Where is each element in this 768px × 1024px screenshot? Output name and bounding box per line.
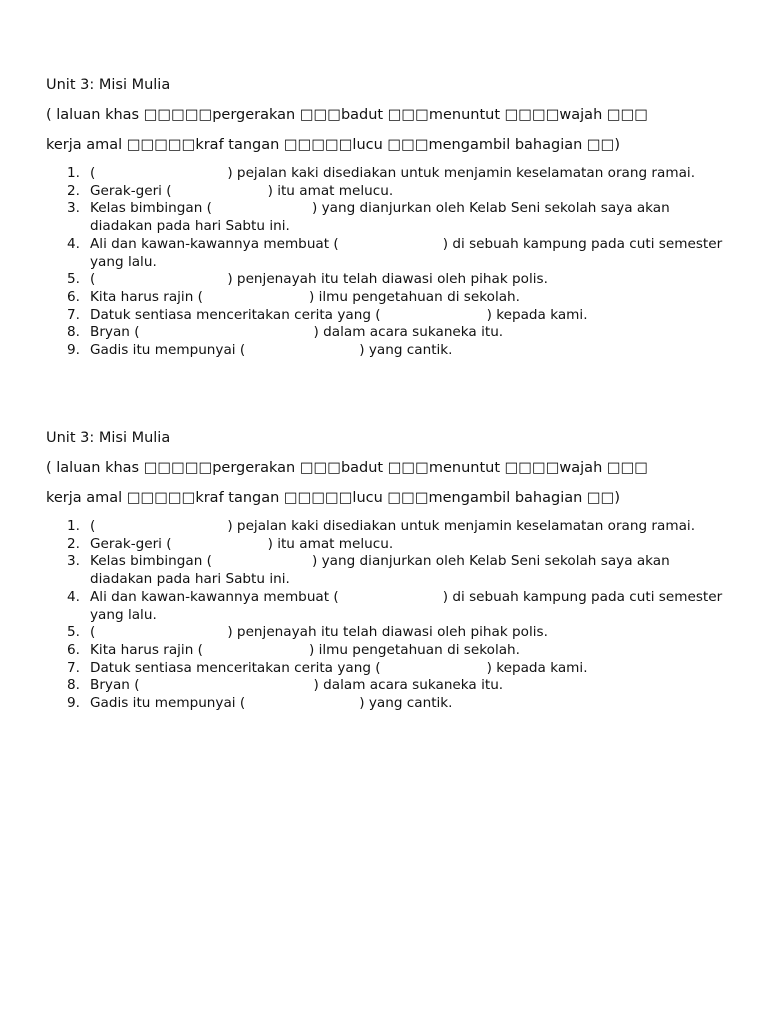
question-text-before: Kelas bimbingan (	[90, 553, 212, 570]
word-bank-line-2: kerja amal □□□□□kraf tangan □□□□□lucu □□□mengambil bahagian □□)	[46, 137, 620, 153]
question-item	[46, 589, 726, 624]
question-number: 1.	[67, 165, 80, 181]
question-text-before: Kita harus rajin (	[90, 288, 203, 305]
question-item	[46, 642, 726, 660]
question-item	[46, 236, 726, 271]
question-text-before: Datuk sentiasa menceritakan cerita yang (	[90, 306, 381, 323]
question-text-before: (	[90, 165, 96, 181]
question-text-before: Gadis itu mempunyai (	[90, 695, 246, 712]
question-item	[46, 518, 726, 536]
unit-title: Unit 3: Misi Mulia	[46, 430, 171, 446]
question-text-after: ) penjenayah itu telah diawasi oleh pihak polis.	[227, 271, 548, 288]
question-text-after: ) yang dianjurkan oleh Kelab Seni sekolah saya akan diadakan pada hari Sabtu ini.	[90, 553, 670, 588]
question-text-after: ) penjenayah itu telah diawasi oleh pihak polis.	[227, 624, 548, 641]
question-list	[46, 518, 726, 713]
question-number: 9.	[67, 342, 80, 359]
question-text-before: Kita harus rajin (	[90, 641, 203, 658]
question-item	[46, 165, 726, 183]
question-number: 4.	[67, 235, 80, 252]
question-item	[46, 624, 726, 642]
question-number: 1.	[67, 518, 80, 534]
question-text-before: (	[90, 624, 96, 641]
question-text-after: ) dalam acara sukaneka itu.	[313, 324, 504, 341]
question-list	[46, 165, 726, 360]
question-item	[46, 553, 726, 588]
question-number: 7.	[67, 659, 80, 676]
question-item	[46, 660, 726, 678]
question-text-after: ) yang dianjurkan oleh Kelab Seni sekolah saya akan diadakan pada hari Sabtu ini.	[90, 200, 670, 235]
question-text-before: (	[90, 518, 96, 534]
question-number: 5.	[67, 271, 80, 288]
question-number: 7.	[67, 306, 80, 323]
question-number: 3.	[67, 200, 80, 217]
question-text-after: ) dalam acara sukaneka itu.	[313, 677, 504, 694]
question-text-after: ) yang cantik.	[359, 342, 453, 359]
worksheet-section	[46, 76, 726, 360]
question-number: 5.	[67, 624, 80, 641]
question-text-before: Bryan (	[90, 324, 140, 341]
question-text-before: Kelas bimbingan (	[90, 200, 212, 217]
question-text-after: ) pejalan kaki disediakan untuk menjamin keselamatan orang ramai.	[227, 518, 696, 534]
question-text-after: ) pejalan kaki disediakan untuk menjamin keselamatan orang ramai.	[227, 165, 696, 181]
question-item	[46, 677, 726, 695]
question-text-after: ) yang cantik.	[359, 695, 453, 712]
word-bank-line-2: kerja amal □□□□□kraf tangan □□□□□lucu □□□mengambil bahagian □□)	[46, 490, 620, 506]
question-text-before: Gerak-geri (	[90, 535, 172, 552]
question-text-after: ) itu amat melucu.	[267, 182, 394, 199]
question-text-after: ) di sebuah kampung pada cuti semester yang lalu.	[90, 588, 723, 623]
unit-title: Unit 3: Misi Mulia	[46, 77, 171, 93]
question-text-before: Ali dan kawan-kawannya membuat (	[90, 235, 339, 252]
question-item	[46, 200, 726, 235]
question-number: 6.	[67, 288, 80, 305]
question-number: 6.	[67, 641, 80, 658]
question-text-after: ) kepada kami.	[486, 306, 588, 323]
question-item	[46, 342, 726, 360]
question-text-before: Gerak-geri (	[90, 182, 172, 199]
question-item	[46, 324, 726, 342]
question-text-after: ) itu amat melucu.	[267, 535, 394, 552]
word-bank-line-1: ( laluan khas □□□□□pergerakan □□□badut □□□menuntut □□□□wajah □□□	[46, 460, 648, 476]
question-number: 3.	[67, 553, 80, 570]
question-text-before: Gadis itu mempunyai (	[90, 342, 246, 359]
question-item	[46, 536, 726, 554]
question-number: 2.	[67, 182, 80, 199]
question-text-after: ) ilmu pengetahuan di sekolah.	[308, 288, 520, 305]
question-item	[46, 271, 726, 289]
question-number: 8.	[67, 677, 80, 694]
word-bank-line-1: ( laluan khas □□□□□pergerakan □□□badut □□□menuntut □□□□wajah □□□	[46, 107, 648, 123]
question-text-after: ) ilmu pengetahuan di sekolah.	[308, 641, 520, 658]
question-number: 4.	[67, 588, 80, 605]
question-text-before: Bryan (	[90, 677, 140, 694]
question-number: 9.	[67, 695, 80, 712]
question-text-before: Ali dan kawan-kawannya membuat (	[90, 588, 339, 605]
question-text-after: ) di sebuah kampung pada cuti semester yang lalu.	[90, 235, 723, 270]
question-item	[46, 307, 726, 325]
question-item	[46, 695, 726, 713]
question-text-before: (	[90, 271, 96, 288]
question-text-after: ) kepada kami.	[486, 659, 588, 676]
question-number: 2.	[67, 535, 80, 552]
question-item	[46, 183, 726, 201]
question-text-before: Datuk sentiasa menceritakan cerita yang (	[90, 659, 381, 676]
worksheet-section	[46, 429, 726, 713]
question-item	[46, 289, 726, 307]
question-number: 8.	[67, 324, 80, 341]
